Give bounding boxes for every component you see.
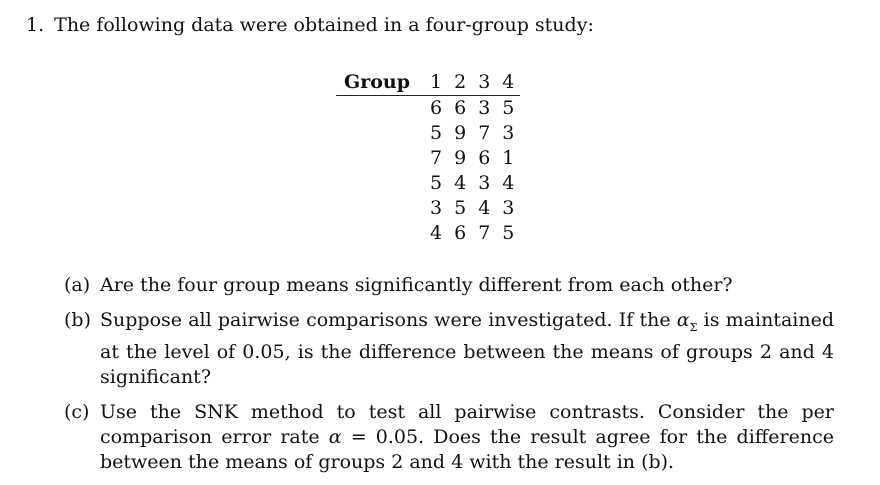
part-label: (c)	[64, 400, 90, 423]
question-parts	[64, 273, 834, 485]
group-label: 4	[496, 70, 520, 96]
alpha-symbol: α	[676, 309, 690, 331]
part-b-text-before: Suppose all pairwise comparisons were investigated. If the	[100, 309, 671, 331]
table-cell: 3	[478, 97, 491, 119]
part-a	[64, 273, 834, 298]
part-b	[64, 308, 834, 390]
problem-number: 1.	[26, 14, 45, 36]
table-cell: 3	[430, 197, 443, 219]
table-cell: 3	[502, 122, 515, 144]
table-cell: 7	[430, 147, 443, 169]
part-b-text-after: is maintained at the level of 0.05, is the difference between the means of groups 2 and 4 significant?	[100, 309, 834, 388]
part-text: Are the four group means significantly different from each other?	[100, 274, 733, 296]
table-cell: 7	[478, 222, 491, 244]
part-text	[100, 400, 834, 475]
table-cell: 1	[502, 147, 515, 169]
table-cell: 5	[454, 197, 467, 219]
table-cell: 3	[478, 172, 491, 194]
table-cell: 6	[478, 147, 491, 169]
table-row	[336, 121, 520, 146]
table-cell: 9	[454, 147, 467, 169]
table-row	[336, 146, 520, 171]
table-cell: 7	[478, 122, 491, 144]
table-cell: 3	[502, 197, 515, 219]
alpha-value: = 0.05.	[350, 425, 425, 448]
table-cell: 6	[454, 222, 467, 244]
table-cell: 9	[454, 122, 467, 144]
part-c	[64, 400, 834, 475]
part-c-text-after: Does the result agree for the difference between the means of groups 2 and 4 with the result in (b).	[100, 425, 834, 473]
table-cell: 6	[430, 97, 443, 119]
group-label: 2	[448, 70, 472, 96]
table-cell: 4	[502, 172, 515, 194]
group-label: 3	[472, 70, 496, 96]
table-cell: 5	[430, 122, 443, 144]
table-cell: 6	[454, 97, 467, 119]
table-cell: 4	[478, 197, 491, 219]
part-label: (a)	[64, 274, 91, 296]
group-header: Group	[336, 70, 424, 96]
table-row	[336, 196, 520, 221]
data-table	[336, 70, 520, 246]
table-cell: 5	[502, 97, 515, 119]
alpha-symbol: α	[328, 425, 342, 448]
table-row	[336, 171, 520, 196]
table-cell: 5	[430, 172, 443, 194]
table-row	[336, 221, 520, 246]
group-label: 1	[424, 70, 448, 96]
table-row	[336, 96, 520, 122]
sigma-subscript: Σ	[689, 320, 698, 334]
table-cell: 4	[430, 222, 443, 244]
table-cell: 5	[502, 222, 515, 244]
part-text	[100, 308, 834, 390]
part-label: (b)	[64, 309, 91, 331]
problem-statement	[26, 14, 594, 36]
problem-intro: The following data were obtained in a four-group study:	[54, 14, 594, 36]
part-c-text-before: Use the SNK method to test all pairwise contrasts. Consider the per comparison error rate	[100, 400, 834, 448]
table-header-row	[336, 70, 520, 96]
table-cell: 4	[454, 172, 467, 194]
